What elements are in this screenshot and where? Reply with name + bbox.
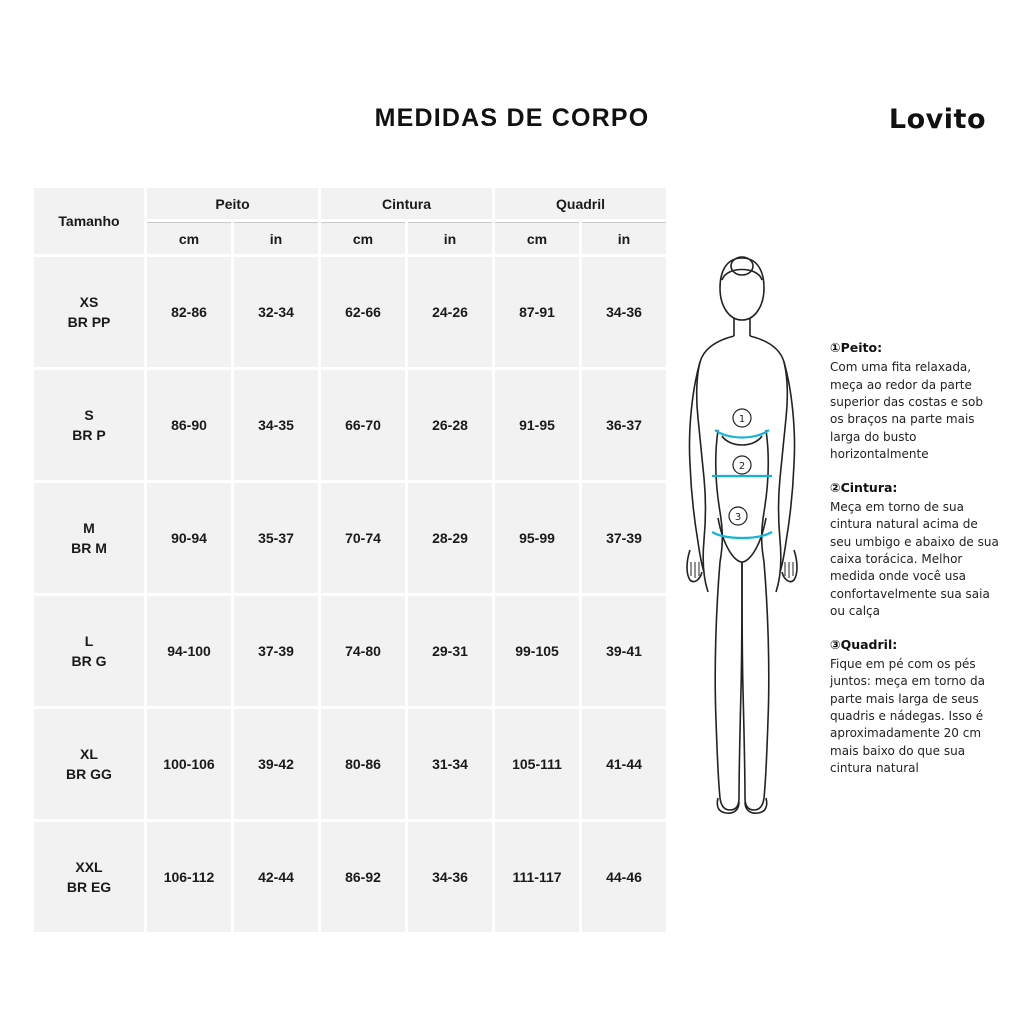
cell-cintura-cm: 74-80: [321, 596, 405, 706]
right-body-line: [762, 430, 768, 562]
table-header-group-row: [34, 188, 666, 219]
table-row: [34, 709, 666, 819]
cell-peito-in: 35-37: [234, 483, 318, 593]
cell-peito-cm: 86-90: [147, 370, 231, 480]
size-table: [31, 185, 669, 935]
unit-header-peito-cm: cm: [147, 222, 231, 254]
cell-quadril-in: 39-41: [582, 596, 666, 706]
cell-quadril-cm: 87-91: [495, 257, 579, 367]
size-code: L: [84, 632, 94, 649]
cell-peito-cm: 106-112: [147, 822, 231, 932]
column-header-size: Tamanho: [34, 188, 144, 254]
note-peito-body: Com uma fita relaxada, meça ao redor da parte superior das costas e sob os braços na parte mais larga do busto horizontalmente: [830, 360, 983, 462]
unit-header-quadril-in: in: [582, 222, 666, 254]
cell-cintura-cm: 62-66: [321, 257, 405, 367]
cell-cintura-cm: 66-70: [321, 370, 405, 480]
note-cintura-body: Meça em torno de sua cintura natural acima de seu umbigo e abaixo de sua caixa torácica. Melhor medida onde você usa confortavelmente sua saia ou calça: [830, 499, 999, 619]
cell-peito-in: 34-35: [234, 370, 318, 480]
cell-quadril-cm: 111-117: [495, 822, 579, 932]
cell-cintura-in: 34-36: [408, 822, 492, 932]
row-size-label: [34, 596, 144, 706]
size-br-code: BR EG: [66, 879, 112, 895]
marker-3-label: 3: [734, 512, 742, 523]
note-quadril-title: ③Quadril:: [830, 636, 898, 652]
note-peito-title: ①Peito:: [830, 340, 883, 355]
cell-cintura-cm: 70-74: [321, 483, 405, 593]
row-size-label: [34, 370, 144, 480]
head-shape: [720, 258, 764, 320]
cell-peito-cm: 82-86: [147, 257, 231, 367]
size-br-code: BR PP: [67, 314, 111, 330]
cell-quadril-in: 37-39: [582, 483, 666, 593]
page-title: MEDIDAS DE CORPO: [374, 104, 650, 132]
right-hand-fingers: [785, 562, 793, 578]
cell-peito-in: 32-34: [234, 257, 318, 367]
cell-quadril-in: 36-37: [582, 370, 666, 480]
note-cintura-title: ②Cintura:: [830, 479, 898, 495]
body-figure-illustration: [660, 250, 825, 830]
cell-quadril-cm: 95-99: [495, 483, 579, 593]
unit-header-cintura-in: in: [408, 222, 492, 254]
table-head: [34, 188, 666, 254]
cell-quadril-in: 34-36: [582, 257, 666, 367]
table-row: [34, 822, 666, 932]
note-peito: [830, 340, 1000, 464]
size-br-code: BR M: [71, 540, 107, 556]
row-size-label: [34, 822, 144, 932]
cell-cintura-in: 31-34: [408, 709, 492, 819]
row-size-label: [34, 709, 144, 819]
table-row: [34, 483, 666, 593]
size-code: XS: [79, 293, 99, 310]
size-code: XXL: [75, 858, 103, 875]
cell-cintura-in: 29-31: [408, 596, 492, 706]
left-hand-fingers: [691, 562, 699, 578]
size-code: XL: [80, 745, 98, 762]
cell-peito-cm: 94-100: [147, 596, 231, 706]
cell-quadril-cm: 105-111: [495, 709, 579, 819]
cell-cintura-cm: 80-86: [321, 709, 405, 819]
size-br-code: BR P: [72, 427, 106, 443]
table-row: [34, 596, 666, 706]
size-code: M: [83, 519, 95, 536]
size-br-code: BR G: [71, 653, 107, 669]
column-group-cintura: Cintura: [321, 188, 492, 219]
cell-quadril-cm: 91-95: [495, 370, 579, 480]
table-row: [34, 257, 666, 367]
cell-quadril-cm: 99-105: [495, 596, 579, 706]
cell-peito-in: 37-39: [234, 596, 318, 706]
note-quadril-body: Fique em pé com os pés juntos: meça em torno da parte mais larga de seus quadris e nádegas. Isso é aproximadamente 20 cm mais baixo do que sua cintura natural: [830, 656, 985, 776]
size-br-code: BR GG: [66, 766, 112, 782]
brand-logo: Lovito: [888, 104, 986, 135]
cell-peito-cm: 90-94: [147, 483, 231, 593]
cell-cintura-in: 24-26: [408, 257, 492, 367]
cell-cintura-in: 28-29: [408, 483, 492, 593]
cell-peito-cm: 100-106: [147, 709, 231, 819]
table-row: [34, 370, 666, 480]
right-leg-outline: [742, 562, 769, 810]
left-leg-outline: [715, 562, 742, 810]
unit-header-cintura-cm: cm: [321, 222, 405, 254]
cell-peito-in: 39-42: [234, 709, 318, 819]
unit-header-peito-in: in: [234, 222, 318, 254]
left-body-line: [716, 430, 722, 562]
table-body: [34, 257, 666, 932]
note-cintura: [830, 480, 1000, 621]
row-size-label: [34, 257, 144, 367]
cell-cintura-in: 26-28: [408, 370, 492, 480]
column-group-quadril: Quadril: [495, 188, 666, 219]
note-quadril: [830, 637, 1000, 778]
cell-cintura-cm: 86-92: [321, 822, 405, 932]
measurement-instructions: [830, 340, 1000, 794]
marker-2-label: 2: [738, 461, 746, 472]
unit-header-quadril-cm: cm: [495, 222, 579, 254]
marker-1-label: 1: [738, 414, 746, 425]
size-table-container: [31, 185, 653, 935]
row-size-label: [34, 483, 144, 593]
column-group-peito: Peito: [147, 188, 318, 219]
cell-peito-in: 42-44: [234, 822, 318, 932]
cell-quadril-in: 41-44: [582, 709, 666, 819]
cell-quadril-in: 44-46: [582, 822, 666, 932]
size-code: S: [84, 406, 94, 423]
